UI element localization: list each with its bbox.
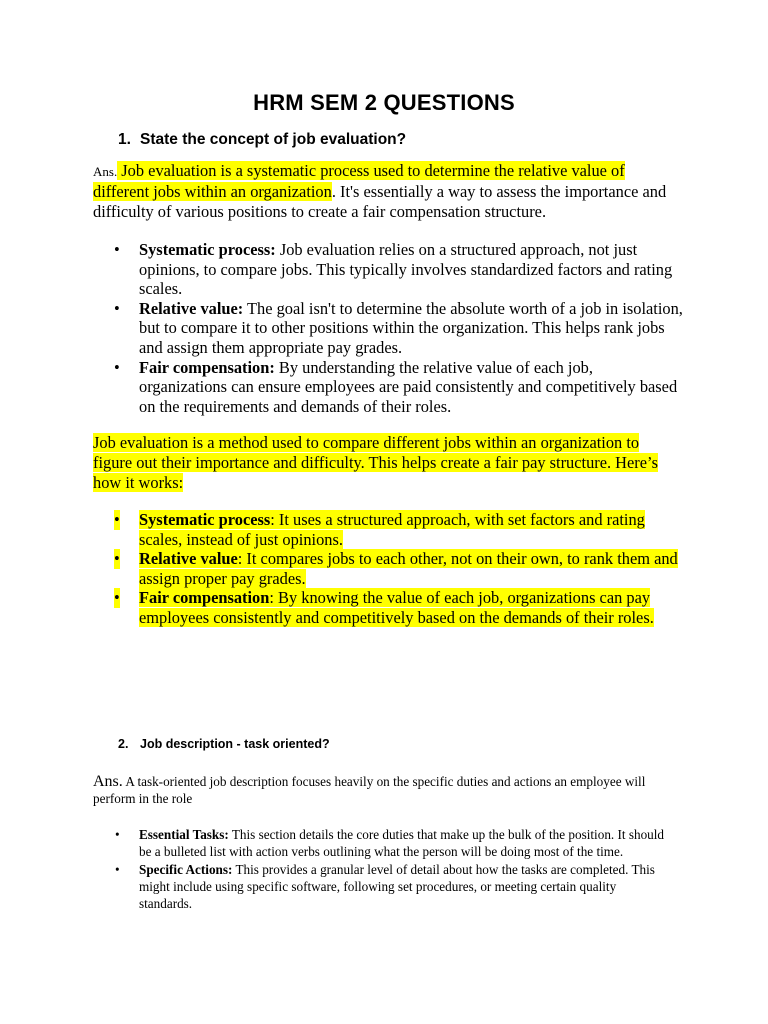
answer-1-highlight: Job evaluation is a systematic process used to determine the relative value of different jobs within an organization bbox=[93, 161, 625, 201]
bullet-text: Job evaluation relies on a structured approach, not just opinions, to compare jobs. This typically involves standardized factors and rating scales. bbox=[139, 240, 673, 299]
answer-1-label: Ans. bbox=[93, 164, 118, 179]
bullet-term: Relative value bbox=[139, 549, 238, 569]
simplified-bullet-list bbox=[114, 510, 684, 628]
answer-1-bullet-list bbox=[114, 240, 684, 416]
list-item bbox=[114, 240, 684, 299]
list-item bbox=[115, 826, 669, 861]
list-item bbox=[114, 357, 684, 417]
question-1-text: State the concept of job evaluation? bbox=[140, 131, 407, 148]
bullet-text: : By knowing the value of each job, organizations can pay employees consistently and competitively based on the demands of their roles. bbox=[139, 588, 654, 627]
list-item bbox=[114, 549, 684, 588]
bullet-term: Essential Tasks: bbox=[139, 827, 229, 842]
bullet-icon: • bbox=[114, 357, 120, 377]
bullet-text: By understanding the relative value of each job, organizations can ensure employees are paid consistently and competitively based on the requirements and demands of their roles. bbox=[139, 357, 678, 416]
list-item bbox=[114, 588, 684, 627]
bullet-text: This section details the core duties that make up the bulk of the position. It should be a bulleted list with action verbs outlining what the person will be doing most of the time. bbox=[139, 827, 665, 860]
bullet-term: Fair compensation bbox=[139, 588, 270, 608]
document-title: HRM SEM 2 QUESTIONS bbox=[253, 90, 515, 115]
answer-1-rest: . It's essentially a way to assess the importance and difficulty of various positions to create a fair compensation structure. bbox=[93, 181, 667, 221]
bullet-term: Relative value: bbox=[139, 298, 244, 318]
question-2-text: Job description - task oriented? bbox=[140, 737, 330, 751]
question-2-number: 2. bbox=[118, 737, 129, 751]
bullet-icon: • bbox=[115, 827, 120, 842]
bullet-term: Specific Actions: bbox=[139, 861, 233, 877]
bullet-text: : It compares jobs to each other, not on their own, to rank them and assign proper pay grades. bbox=[139, 549, 678, 588]
question-1-heading bbox=[118, 131, 406, 149]
question-2-heading bbox=[118, 737, 330, 751]
answer-2-paragraph bbox=[93, 774, 673, 807]
bullet-icon: • bbox=[114, 549, 120, 569]
bullet-icon: • bbox=[114, 240, 120, 259]
list-item bbox=[114, 298, 684, 358]
question-1-number: 1. bbox=[118, 131, 131, 148]
list-item bbox=[114, 510, 684, 549]
bullet-text: This provides a granular level of detail about how the tasks are completed. This might include using specific software, following set procedures, or meeting certain quality standards. bbox=[139, 861, 655, 912]
answer-2-text: A task-oriented job description focuses heavily on the specific duties and actions an employee will perform in the role bbox=[93, 774, 646, 806]
list-item bbox=[115, 861, 669, 913]
answer-2-bullet-list bbox=[115, 826, 669, 912]
bullet-term: Systematic process bbox=[139, 510, 271, 529]
bullet-term: Fair compensation: bbox=[139, 357, 275, 377]
answer-2-label: Ans. bbox=[93, 773, 123, 790]
answer-1-paragraph bbox=[93, 161, 683, 221]
bullet-icon: • bbox=[115, 861, 120, 877]
bullet-text: The goal isn't to determine the absolute worth of a job in isolation, but to compare it to other positions within the organization. This helps rank jobs and assign them appropriate pay grades. bbox=[139, 298, 683, 357]
bullet-term: Systematic process: bbox=[139, 240, 276, 259]
simplified-paragraph bbox=[93, 433, 663, 492]
simplified-paragraph-text: Job evaluation is a method used to compare different jobs within an organization to figure out their importance and difficulty. This helps create a fair pay structure. Here’s how it works: bbox=[93, 433, 658, 492]
bullet-icon: • bbox=[114, 298, 120, 318]
bullet-icon: • bbox=[114, 510, 120, 529]
bullet-text: : It uses a structured approach, with set factors and rating scales, instead of just opinions. bbox=[139, 510, 645, 549]
bullet-icon: • bbox=[114, 588, 120, 608]
